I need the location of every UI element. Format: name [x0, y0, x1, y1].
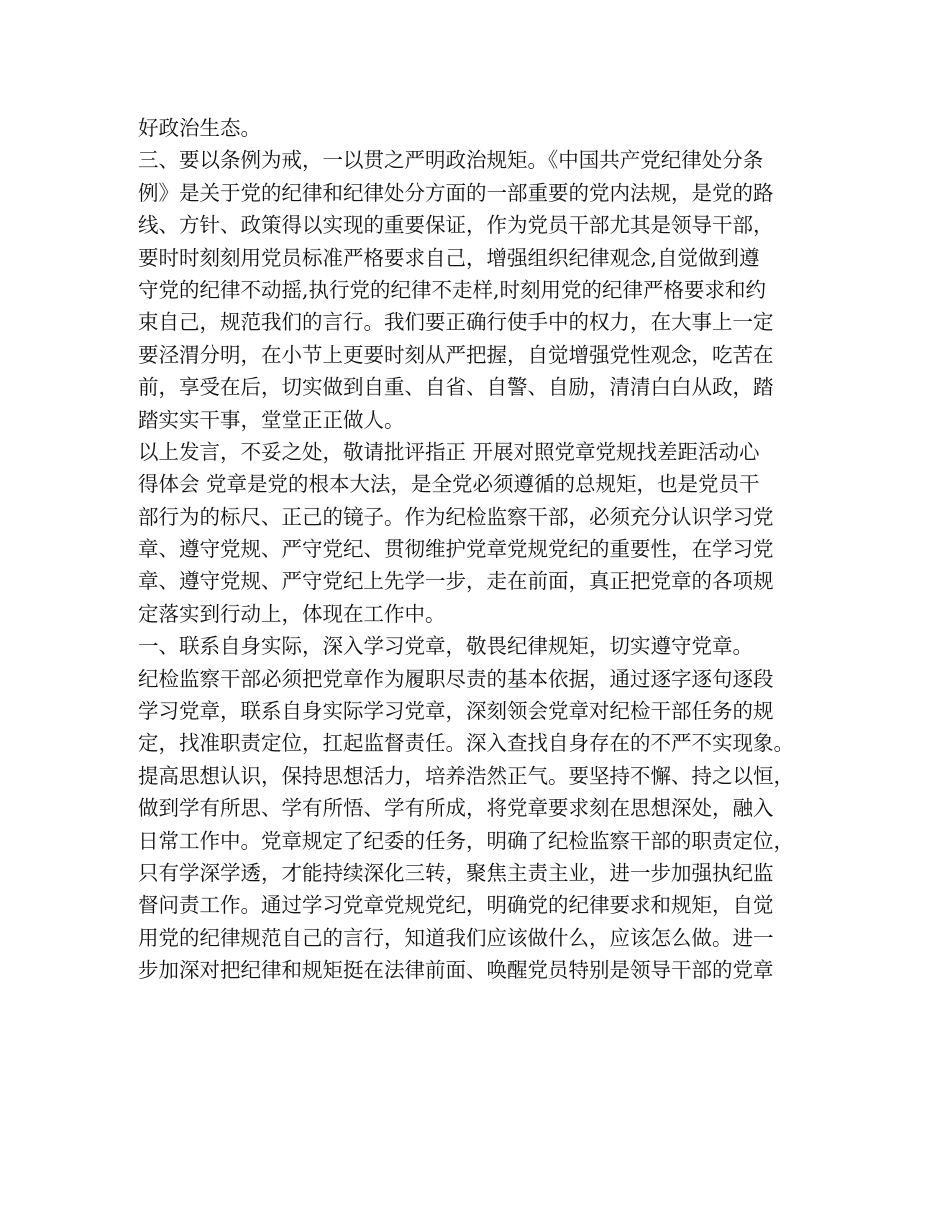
- text-line: 部行为的标尺、正己的镜子。作为纪检监察干部，必须充分认识学习党: [138, 504, 774, 529]
- document-body: [138, 112, 828, 987]
- text-line: 前，享受在后，切实做到自重、自省、自警、自励，清清白白从政，踏: [138, 375, 774, 400]
- text-line: 只有学深学透，才能持续深化三转，聚焦主责主业，进一步加强执纪监: [138, 860, 774, 885]
- text-line: 例》是关于党的纪律和纪律处分方面的一部重要的党内法规，是党的路: [138, 180, 774, 205]
- text-line: 章、遵守党规、严守党纪上先学一步，走在前面，真正把党章的各项规: [138, 569, 774, 594]
- text-line: 督问责工作。通过学习党章党规党纪，明确党的纪律要求和规矩，自觉: [138, 893, 774, 918]
- text-line: 定，找准职责定位，扛起监督责任。深入查找自身存在的不严不实现象。: [138, 731, 794, 756]
- text-line: 要泾渭分明，在小节上更要时刻从严把握，自觉增强党性观念，吃苦在: [138, 342, 774, 367]
- text-line: 学习党章，联系自身实际学习党章，深刻领会党章对纪检干部任务的规: [138, 699, 774, 724]
- text-line: 以上发言，不妥之处，敬请批评指正 开展对照党章党规找差距活动心: [138, 439, 760, 464]
- text-line: 三、要以条例为戒，一以贯之严明政治规矩。《中国共产党纪律处分条: [138, 148, 764, 173]
- text-line: 得体会 党章是党的根本大法，是全党必须遵循的总规矩，也是党员干: [138, 472, 760, 497]
- text-line: 步加深对把纪律和规矩挺在法律前面、唤醒党员特别是领导干部的党章: [138, 958, 774, 983]
- text-line: 要时时刻刻用党员标准严格要求自己，增强组织纪律观念,自觉做到遵: [138, 245, 760, 270]
- text-line: 章、遵守党规、严守党纪、贯彻维护党章党规党纪的重要性，在学习党: [138, 537, 774, 562]
- text-line: 线、方针、政策得以实现的重要保证，作为党员干部尤其是领导干部，: [138, 213, 774, 238]
- text-line: 纪检监察干部必须把党章作为履职尽责的基本依据，通过逐字逐句逐段: [138, 666, 774, 691]
- text-line: 一、联系自身实际，深入学习党章，敬畏纪律规矩，切实遵守党章。: [138, 634, 753, 659]
- text-line: 日常工作中。党章规定了纪委的任务，明确了纪检监察干部的职责定位，: [138, 828, 794, 853]
- text-line: 提高思想认识，保持思想活力，培养浩然正气。要坚持不懈、持之以恒，: [138, 763, 794, 788]
- text-line: 做到学有所思、学有所悟、学有所成，将党章要求刻在思想深处，融入: [138, 796, 774, 821]
- text-line: 守党的纪律不动摇,执行党的纪律不走样,时刻用党的纪律严格要求和约: [138, 277, 767, 302]
- text-line: 好政治生态。: [138, 116, 261, 140]
- text-line: 踏实实干事，堂堂正正做人。: [138, 407, 405, 432]
- text-line: 定落实到行动上，体现在工作中。: [138, 601, 446, 626]
- text-line: 束自己，规范我们的言行。我们要正确行使手中的权力，在大事上一定: [138, 310, 774, 335]
- text-line: 用党的纪律规范自己的言行，知道我们应该做什么，应该怎么做。进一: [138, 925, 774, 950]
